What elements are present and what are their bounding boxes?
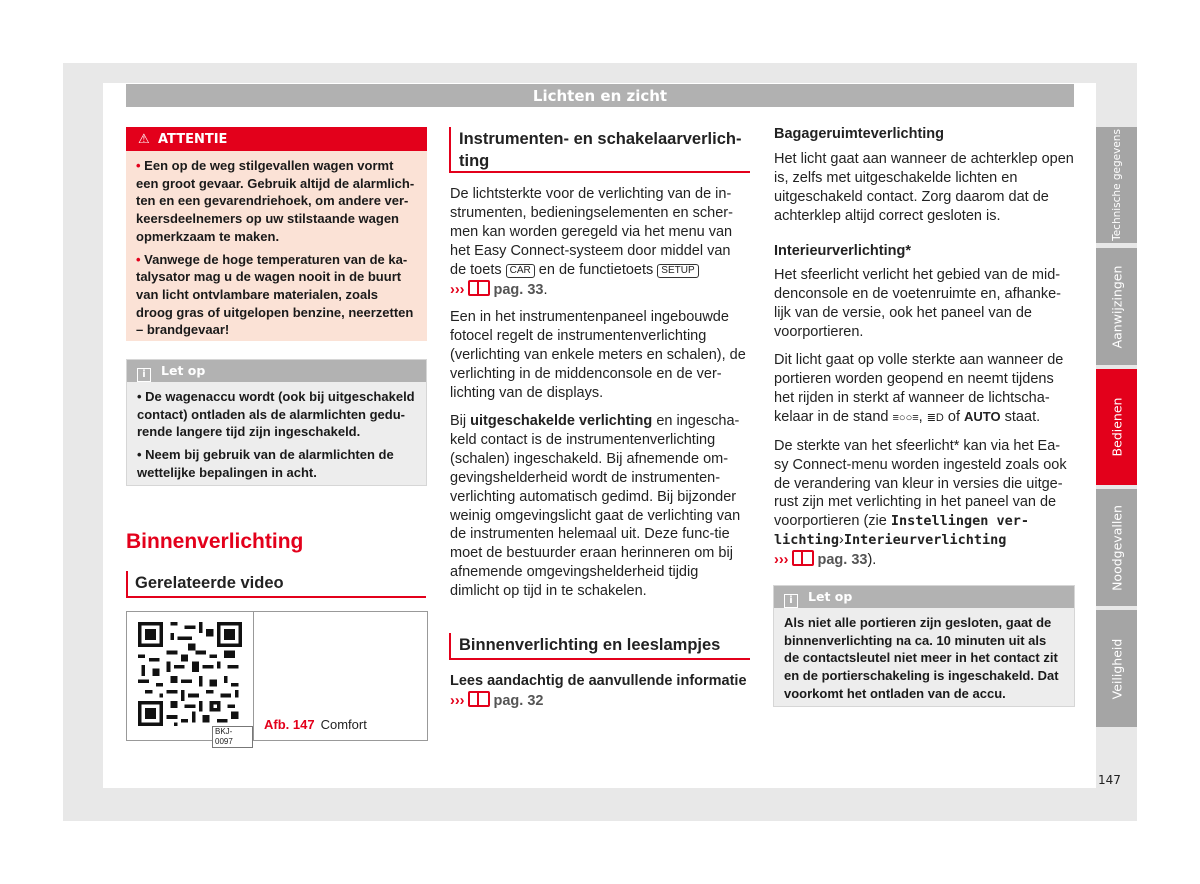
page-reference-link[interactable]: ››› pag. 33 [774, 552, 868, 569]
paragraph-text: en de functietoets [538, 261, 654, 278]
paragraph-text: staat. [1004, 408, 1041, 425]
attention-body [126, 151, 427, 339]
note-title: Let op [161, 363, 206, 378]
warning-triangle-icon: ⚠ [138, 132, 150, 147]
reading-lights-heading: Binnenverlichting en leeslampjes [459, 636, 721, 654]
paragraph-text: Lees aandachtig de aanvullende informatie [450, 673, 747, 689]
tab-label: Bedienen [1109, 397, 1124, 457]
note-box-doors [773, 585, 1075, 707]
reading-lights-text [450, 672, 750, 711]
note-header [774, 586, 1074, 608]
heading-underline [126, 596, 426, 598]
bullet-icon: • [137, 447, 146, 463]
bullet-icon: • [136, 251, 145, 267]
note-item [137, 446, 416, 481]
tab-label: Technische gegevens [1110, 129, 1123, 241]
tab-label: Aanwijzingen [1109, 265, 1124, 348]
side-lights-icon: ≡○○≡ [892, 411, 919, 424]
book-icon [468, 691, 490, 707]
tab-label: Veiligheid [1109, 638, 1124, 699]
paragraph [774, 351, 1074, 428]
heading-marker [126, 571, 128, 597]
qr-code-label: BKJ-0097 [212, 726, 253, 748]
car-key-icon: CAR [506, 264, 535, 278]
auto-switch-label: AUTO [964, 408, 1001, 424]
qr-cell [127, 612, 254, 746]
book-icon [468, 280, 490, 296]
menu-path-interior: Interieurverlichting [843, 532, 1007, 549]
page-reference-text: pag. 33 [817, 552, 868, 569]
paragraph [774, 437, 1074, 570]
related-video-box[interactable] [126, 611, 428, 746]
section-title: Binnenverlichting [126, 530, 304, 553]
note-body [127, 382, 426, 482]
paragraph-text: Dit licht gaat op volle sterkte aan wanneer de portieren worden geopend en neemt tijdens het rijden in sterkt af wanneer de lichtscha-kelaar in de stand [774, 352, 1064, 425]
page-number: 147 [1098, 773, 1121, 787]
note-text: Als niet alle portieren zijn gesloten, gaat de binnenverlichting na ca. 10 minuten uit als de contactsleutel niet meer in het contact zit en de portierschakeling is ingeschakeld. Dat voorkomt het ontladen van de accu. [784, 615, 1059, 701]
qr-code-icon[interactable] [138, 622, 242, 726]
paragraph-text: en ingescha-keld contact is de instrumentenverlichting (schalen) ingeschakeld. Bij afnemende om-gevingshelderheid wordt de instrumenten-verlichting automatisch gedimd. Bij bijzonder weinig omgevingslicht gaat de verlichting van de instrumenten helemaal uit. Deze func-tie moet de bestuurder eraan herinneren om bij afnemende omgevingshelderheid tijdig dimlicht op tijd in te schakelen. [450, 412, 741, 600]
heading-marker [449, 127, 451, 171]
tab-aanwijzingen[interactable] [1096, 248, 1137, 365]
page-reference-link[interactable]: ››› pag. 32 [450, 692, 544, 709]
heading-marker [449, 633, 451, 659]
page-reference-link[interactable]: ››› pag. 33 [450, 281, 544, 298]
attention-item [136, 157, 417, 246]
note-item-text: De wagenaccu wordt (ook bij uitgeschakeld contact) ontladen als de alarmlichten gedu-rende langere tijd zijn ingeschakeld. [137, 389, 415, 440]
attention-title: ATTENTIE [158, 132, 228, 147]
info-icon: i [784, 594, 798, 608]
menu-path-settings: Instellingen ver-lichting [774, 513, 1030, 549]
paragraph: Het licht gaat aan wanneer de achterklep open is, zelfs met uitgeschakelde lichten en uitgeschakeld contact. Zorg daarom dat de achterklep altijd correct gesloten is. [774, 150, 1074, 224]
bullet-icon: • [136, 158, 145, 173]
paragraph-text: Bij [450, 412, 467, 429]
paragraph [450, 412, 750, 601]
tab-veiligheid[interactable] [1096, 610, 1137, 727]
menu-arrow-icon: › [839, 532, 844, 549]
paragraph: Een in het instrumentenpaneel ingebouwde fotocel regelt de instrumentenverlichting (verlichting van enkele meters en schalen), de verlichting in de middenconsole en de ver-lichting van de displays. [450, 309, 746, 402]
note-body [774, 608, 1074, 703]
setup-key-icon: SETUP [657, 264, 698, 278]
note-box-accu [126, 359, 427, 486]
attention-box [126, 127, 427, 341]
paragraph-text: ). [867, 552, 877, 569]
tab-bedienen[interactable] [1096, 369, 1137, 485]
emphasis-text: uitgeschakelde verlichting [470, 412, 653, 429]
bullet-icon: • [137, 389, 146, 404]
paragraph: Het sfeerlicht verlicht het gebied van de mid-denconsole en de voetenruimte en, afhanke-lijk van de versie, ook het paneel van de voorportieren. [774, 267, 1061, 341]
book-icon [792, 550, 814, 566]
instrument-lighting-text [450, 185, 750, 610]
attention-item [136, 251, 417, 340]
attention-header [126, 127, 427, 151]
tab-technische-gegevens[interactable] [1096, 127, 1137, 243]
paragraph-text: De sterkte van het sfeerlicht* kan via het Ea-sy Connect-menu worden ingesteld zoals ook de verandering van kleur in versies die uitge-rust zijn met verlichting in het paneel van de voorportieren (zie [774, 437, 1067, 530]
attention-item-text: Vanwege de hoge temperaturen van de ka-talysator mag u de wagen nooit in de buurt van licht ontvlambare materialen, zoals droog gras of uitgelopen benzine, neerzetten – brandgevaar! [136, 251, 414, 338]
chapter-header: Lichten en zicht [126, 84, 1074, 107]
heading-underline [449, 171, 750, 173]
heading-underline [449, 658, 750, 660]
tab-label: Noodgevallen [1109, 504, 1124, 591]
figure-caption [264, 717, 367, 732]
figure-caption-text: Comfort [320, 717, 367, 732]
page-reference-text: pag. 32 [493, 692, 544, 709]
instrument-lighting-heading: Instrumenten- en schakelaarverlich-ting [459, 130, 742, 170]
column-three-text [774, 125, 1074, 579]
page-reference-text: pag. 33 [493, 281, 544, 298]
related-video-heading: Gerelateerde video [135, 574, 284, 592]
attention-item-text: Een op de weg stilgevallen wagen vormt een groot gevaar. Gebruik altijd de alarmlich-ten en een gevarendriehoek, om andere ver-keersdeelnemers op uw stilstaande wagen opmerkzaam te maken. [136, 158, 415, 244]
note-title: Let op [808, 589, 853, 604]
note-item-text: Neem bij gebruik van de alarmlichten de wettelijke bepalingen in acht. [137, 447, 394, 480]
separator: , [918, 408, 923, 425]
paragraph-text: De lichtsterkte voor de verlichting van de in-strumenten, bedieningselementen en scher-men kan worden geregeld via het menu van het Easy Connect-systeem door middel van de toets [450, 186, 733, 278]
paragraph: De lichtsterkte voor de verlichting van de in-strumenten, bedieningselementen en scher-men kan worden geregeld via het menu van het Easy Connect-systeem door middel van de toets CAR en de functietoets SETUP ››› pag. 33. [450, 186, 733, 298]
paragraph-text: of [947, 408, 960, 425]
tab-noodgevallen[interactable] [1096, 489, 1137, 606]
info-icon: i [137, 368, 151, 382]
note-item [137, 388, 416, 441]
figure-label: Afb. 147 [264, 717, 315, 732]
interior-light-heading: Interieurverlichting* [774, 242, 911, 259]
dipped-beam-icon: ≣D [926, 411, 944, 424]
luggage-light-heading: Bagageruimteverlichting [774, 126, 945, 142]
note-header [127, 360, 426, 382]
